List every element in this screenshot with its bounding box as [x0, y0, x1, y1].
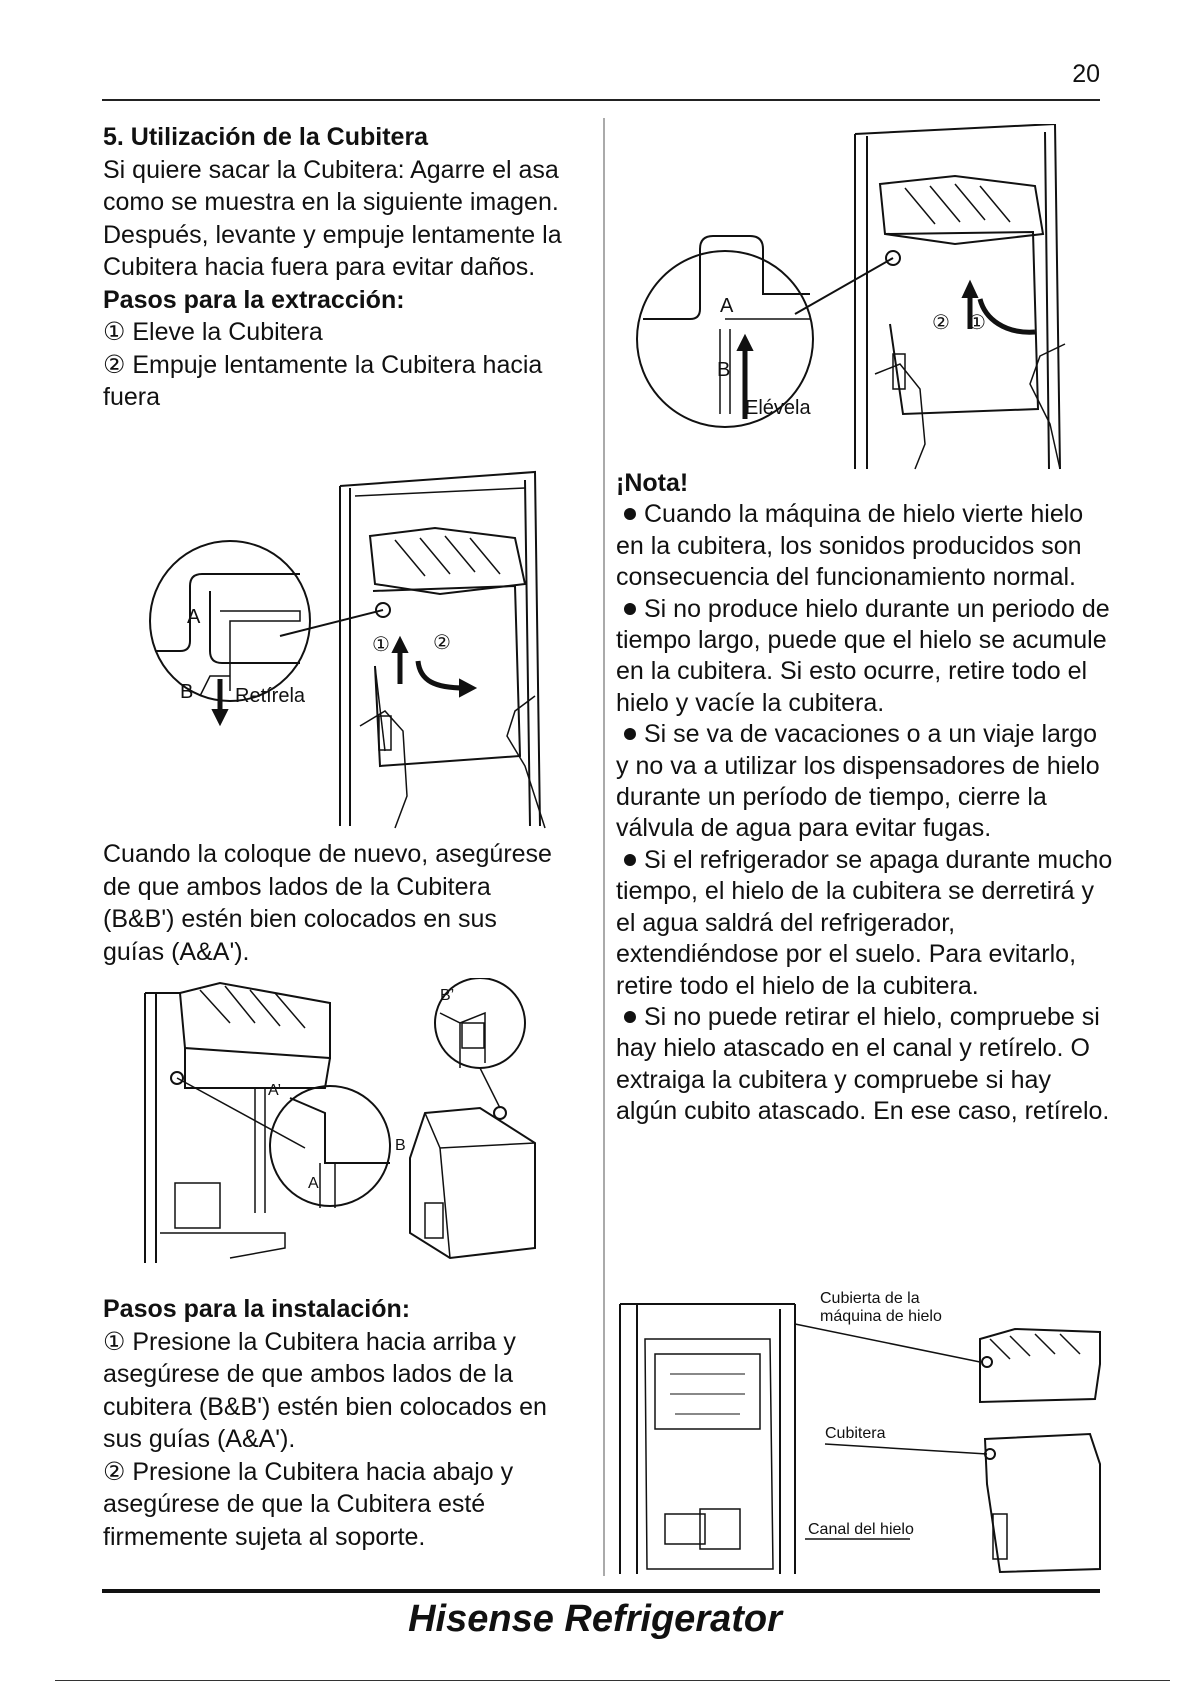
fig1-label-remove: Retírela [235, 685, 306, 707]
fig1-step2-label: ② [433, 632, 451, 654]
removal-step-2: ② Empuje lentamente la Cubitera hacia fuera [103, 350, 543, 411]
fig4-cover-line1: Cubierta de la [820, 1290, 920, 1307]
parts-illustration [615, 1284, 1110, 1574]
fig4-cover-line2: máquina de hielo [820, 1308, 942, 1325]
fig3-label-a: A [720, 295, 734, 317]
intro-text: Si quiere sacar la Cubitera: Agarre el asa como se muestra en la siguiente imagen. Después, levante y empuje lentamente la Cubitera hacia fuera para evitar daños. [103, 155, 562, 281]
note-item-1: Cuando la máquina de hielo vierte hielo en la cubitera, los sonidos producidos son consecuencia del funcionamiento normal. [616, 500, 1084, 592]
notes-block [616, 468, 1116, 1128]
column-divider [603, 118, 605, 1576]
brand-footer: Hisense Refrigerator [408, 1598, 782, 1640]
reinstall-note-block [103, 838, 563, 968]
footer-line [55, 1680, 1170, 1681]
bullet-icon [624, 854, 636, 866]
fig3-label-lift: Elévela [745, 397, 811, 419]
fig3-label-b: B [717, 359, 731, 381]
removal-step-1: ① Eleve la Cubitera [103, 318, 323, 346]
note-item-4: Si el refrigerador se apaga durante mucho tiempo, el hielo de la cubitera se derretirá y el agua saldrá del refrigerador, extendiéndose por el suelo. Para evitarlo, retire todo el hielo de la cubitera. [616, 845, 1113, 1000]
note-item-5: Si no puede retirar el hielo, compruebe si hay hielo atascado en el canal y retírelo. O extraiga la cubitera y compruebe si hay algún cubito atascado. En ese caso, retírelo. [616, 1002, 1110, 1126]
note-title: ¡Nota! [616, 469, 689, 497]
reinstall-note: Cuando la coloque de nuevo, asegúrese de que ambos lados de la Cubitera (B&B') estén bien colocados en sus guías (A&A'). [103, 840, 552, 966]
removal-title: Pasos para la extracción: [103, 285, 405, 314]
top-divider [102, 99, 1100, 101]
fig3-step2-label: ② [932, 312, 950, 334]
fig1-label-a: A [187, 606, 201, 628]
bottom-divider [102, 1589, 1100, 1593]
fig2-label-a: A [308, 1175, 319, 1192]
bullet-icon [624, 728, 636, 740]
left-intro-block [103, 121, 563, 414]
fig4-bucket-label: Cubitera [825, 1425, 886, 1442]
fig2-label-b-prime: B’ [440, 987, 455, 1004]
bullet-icon [624, 1011, 636, 1023]
removal-illustration [135, 466, 575, 836]
fig3-step1-label: ① [968, 312, 986, 334]
fig1-label-b: B [180, 681, 194, 703]
fig2-label-a-prime: A’ [268, 1082, 282, 1099]
fig1-step1-label: ① [372, 634, 390, 656]
install-step-2: ② Presione la Cubitera hacia abajo y asegúrese de que la Cubitera esté firmemente sujeta al soporte. [103, 1457, 514, 1551]
install-step-1: ① Presione la Cubitera hacia arriba y asegúrese de que ambos lados de la cubitera (B&B') estén bien colocados en sus guías (A&A'). [103, 1327, 547, 1453]
guides-illustration [140, 978, 560, 1263]
section-title: 5. Utilización de la Cubitera [103, 123, 429, 151]
install-block [103, 1293, 563, 1553]
bullet-icon [624, 603, 636, 615]
note-item-2: Si no produce hielo durante un periodo de tiempo largo, puede que el hielo se acumule en la cubitera. Si esto ocurre, retire todo el hielo y vacíe la cubitera. [616, 594, 1110, 717]
fig4-chute-label: Canal del hielo [808, 1521, 914, 1538]
bullet-icon [624, 508, 636, 520]
install-title: Pasos para la instalación: [103, 1295, 411, 1323]
fig2-label-b: B [395, 1137, 406, 1154]
page-number: 20 [1072, 60, 1100, 88]
note-item-3: Si se va de vacaciones o a un viaje largo y no va a utilizar los dispensadores de hielo durante un período de tiempo, cierre la válvula de agua para evitar fugas. [616, 720, 1100, 843]
lift-illustration [635, 124, 1080, 474]
